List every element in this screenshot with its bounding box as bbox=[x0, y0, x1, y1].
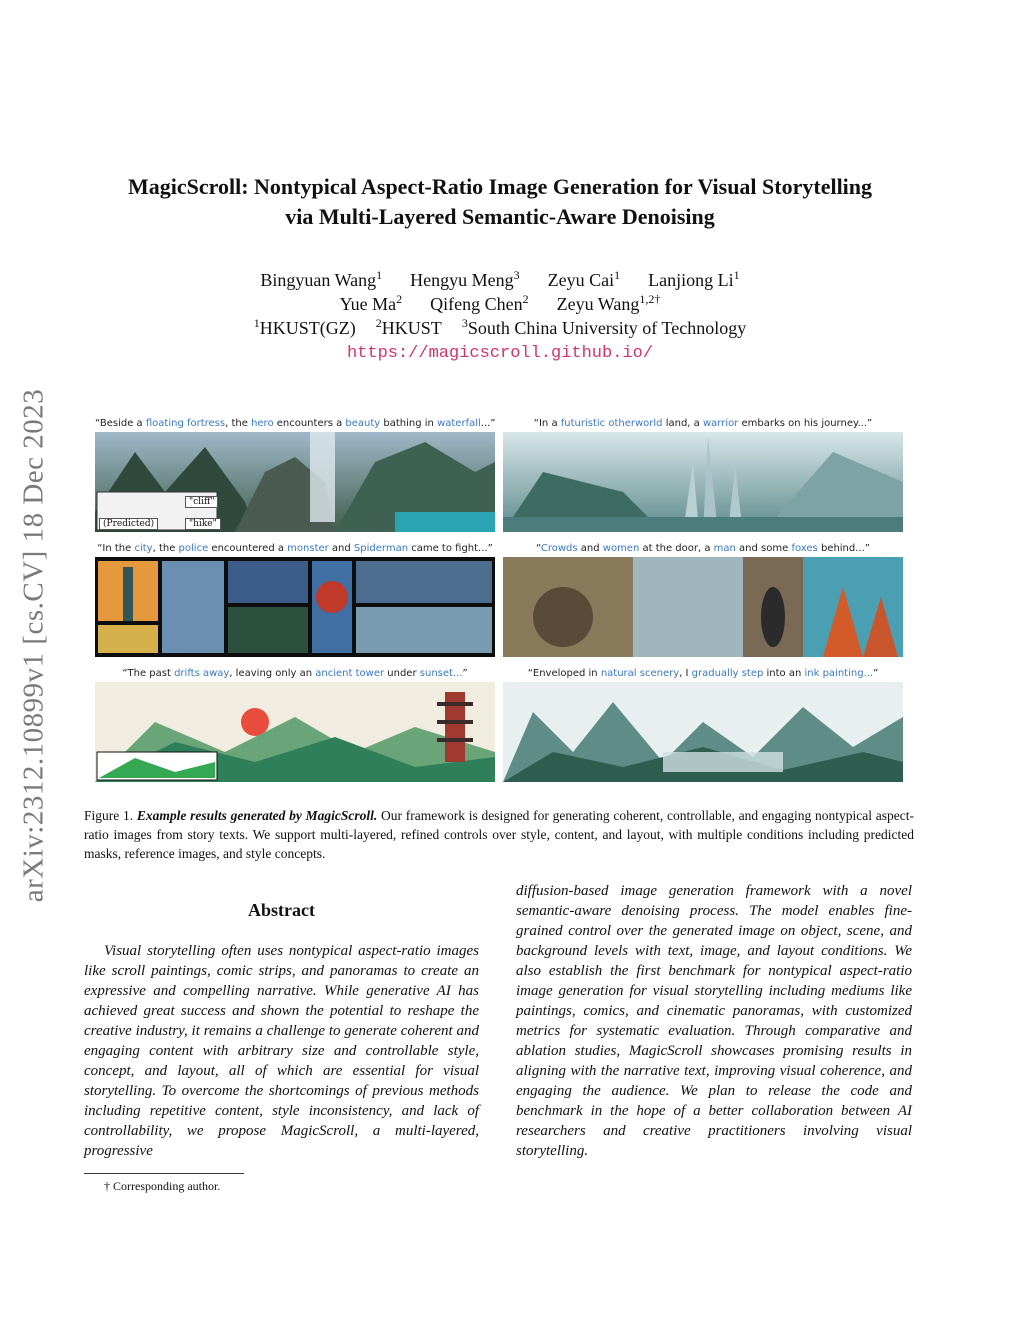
caption-keyword: natural scenery bbox=[600, 668, 680, 679]
caption-text: land, a bbox=[662, 418, 703, 429]
panel-caption bbox=[95, 541, 495, 557]
mask-label-predicted: (Predicted) bbox=[99, 518, 158, 530]
caption-text: “In a bbox=[533, 418, 561, 429]
authors-row-2 bbox=[80, 292, 920, 316]
panel-caption bbox=[503, 416, 903, 432]
author-name: Qifeng Chen$^2$ bbox=[430, 292, 529, 314]
figure-panel-6 bbox=[503, 666, 903, 782]
caption-text: “Beside a bbox=[95, 418, 146, 429]
caption-text: behind...” bbox=[817, 543, 870, 554]
caption-text: came to fight...” bbox=[408, 543, 493, 554]
title-line-1: MagicScroll: Nontypical Aspect-Ratio Image Generation for Visual Storytelling bbox=[127, 174, 873, 199]
caption-keyword: monster bbox=[287, 543, 329, 554]
panel-caption bbox=[503, 541, 903, 557]
caption-text: “ bbox=[536, 543, 541, 554]
author-name: Hengyu Meng$^3$ bbox=[410, 268, 520, 290]
caption-keyword: gradually step bbox=[691, 668, 764, 679]
arxiv-id-text: arXiv:2312.10899v1 [cs.CV] 18 Dec 2023 bbox=[17, 388, 50, 902]
panel-caption bbox=[95, 416, 495, 432]
caption-keyword: ink painting... bbox=[804, 668, 874, 679]
caption-keyword: warrior bbox=[702, 418, 739, 429]
panel-caption bbox=[95, 666, 495, 682]
caption-keyword: city bbox=[134, 543, 153, 554]
caption-keyword: ancient tower bbox=[315, 668, 385, 679]
caption-keyword: women bbox=[602, 543, 640, 554]
caption-text: bathing in bbox=[380, 418, 438, 429]
caption-keyword: drifts away bbox=[174, 668, 230, 679]
caption-keyword: futuristic otherworld bbox=[560, 418, 663, 429]
footnote-rule bbox=[84, 1173, 244, 1174]
figure-panel-5 bbox=[95, 666, 495, 782]
caption-keyword: floating fortress bbox=[145, 418, 226, 429]
panel-image-ancient-tower bbox=[95, 682, 495, 782]
figure-panel-4 bbox=[503, 541, 903, 657]
caption-text: , I bbox=[679, 668, 692, 679]
panel-image-futuristic-land bbox=[503, 432, 903, 532]
caption-text: , the bbox=[225, 418, 252, 429]
abstract-text-left: Visual storytelling often uses nontypical aspect-ratio images like scroll paintings, comic strips, and panoramas to create an expressive and compelling narrative. While generative AI has achieved great success and shown the potential to reshape the creative industry, it remains a challenge to generate coherent and engaging content with arbitrary size and controllable style, concept, and layout, all of which are essential for visual storytelling. To overcome the shortcomings of previous methods including repetitive content, style inconsistency, and lack of controllability, we propose MagicScroll, a multi-layered, progressive bbox=[84, 943, 479, 1159]
caption-text: and some bbox=[735, 543, 792, 554]
author-name: Zeyu Cai$^1$ bbox=[547, 268, 621, 290]
caption-keyword: Crowds bbox=[540, 543, 578, 554]
figure-panel-3 bbox=[95, 541, 495, 657]
affiliation: $^3$South China University of Technology bbox=[461, 316, 747, 338]
caption-keyword: police bbox=[178, 543, 209, 554]
caption-text: under bbox=[384, 668, 420, 679]
figure-panel-2 bbox=[503, 416, 903, 532]
figure-label: Figure 1. bbox=[84, 808, 134, 823]
figure-caption-lead: Example results generated by MagicScroll. bbox=[136, 808, 378, 823]
author-name: Yue Ma$^2$ bbox=[339, 292, 403, 314]
caption-text: , leaving only an bbox=[229, 668, 316, 679]
caption-text: encounters a bbox=[273, 418, 346, 429]
panel-image-comic-strip bbox=[95, 557, 495, 657]
panel-caption bbox=[503, 666, 903, 682]
figure-caption bbox=[84, 806, 914, 863]
caption-text: and bbox=[328, 543, 354, 554]
project-url-link[interactable]: https://magicscroll.github.io/ bbox=[346, 344, 654, 363]
caption-keyword: sunset... bbox=[419, 668, 463, 679]
panel-image-fortress-waterfall bbox=[95, 432, 495, 532]
abstract-right-column bbox=[516, 881, 912, 1161]
paper-title bbox=[80, 172, 920, 232]
caption-text: “The past bbox=[122, 668, 175, 679]
caption-text: at the door, a bbox=[639, 543, 714, 554]
arxiv-stamp bbox=[14, 345, 54, 945]
author-name: Bingyuan Wang$^1$ bbox=[260, 268, 383, 290]
panel-image-ink-painting bbox=[503, 682, 903, 782]
title-line-2: via Multi-Layered Semantic-Aware Denoising bbox=[285, 204, 715, 229]
caption-text: “In the bbox=[97, 543, 135, 554]
figure-caption-body: Our framework is designed for generating coherent, controllable, and engaging nontypical aspect-ratio images from story texts. We support multi-layered, refined controls over style, content, and layout, with multiple conditions including predicted masks, reference images, and style concepts. bbox=[84, 808, 915, 861]
author-block bbox=[80, 268, 920, 366]
author-name: Zeyu Wang$^{1,2\dagger}$ bbox=[556, 292, 661, 314]
footnote: † Corresponding author. bbox=[104, 1179, 221, 1193]
affiliation: $^1$HKUST(GZ) bbox=[253, 316, 356, 338]
abstract-heading: Abstract bbox=[248, 900, 315, 920]
abstract-left-column bbox=[84, 941, 479, 1161]
caption-keyword: hero bbox=[251, 418, 274, 429]
author-name: Lanjiong Li$^1$ bbox=[648, 268, 740, 290]
caption-text: and bbox=[577, 543, 603, 554]
caption-text: ” bbox=[873, 668, 879, 679]
authors-row-1 bbox=[80, 268, 920, 292]
affiliation: $^2$HKUST bbox=[375, 316, 442, 338]
caption-text: “Enveloped in bbox=[527, 668, 601, 679]
panel-image-crowd-foxes bbox=[503, 557, 903, 657]
caption-text: into an bbox=[763, 668, 805, 679]
caption-text: embarks on his journey...” bbox=[738, 418, 873, 429]
caption-keyword: foxes bbox=[791, 543, 818, 554]
caption-keyword: man bbox=[713, 543, 736, 554]
caption-keyword: waterfall bbox=[437, 418, 481, 429]
abstract-text-right: diffusion-based image generation framework with a novel semantic-aware denoising process. The model enables fine-grained control over the generated image on object, scene, and background levels with text, image, and layout conditions. We also establish the first benchmark for nontypical aspect-ratio image generation for visual storytelling including mediums like paintings, comics, and cinematic panoramas, with customized metrics for systematic evaluation. Through comparative and ablation studies, MagicScroll showcases promising results in aligning with the narrative text, improving visual coherence, and engaging the audience. We plan to release the code and benchmark in the hope of a better collaboration between AI researchers and creative practitioners involving visual storytelling. bbox=[516, 883, 912, 1159]
caption-text: ...” bbox=[480, 418, 495, 429]
mask-label-cliff: "cliff" bbox=[185, 496, 218, 508]
caption-text: , the bbox=[152, 543, 179, 554]
caption-text: encountered a bbox=[208, 543, 288, 554]
caption-keyword: Spiderman bbox=[353, 543, 409, 554]
affiliations-row bbox=[80, 316, 920, 340]
mask-label-hike: "hike" bbox=[185, 518, 221, 530]
caption-text: ” bbox=[462, 668, 468, 679]
figure-panel-1 bbox=[95, 416, 495, 532]
caption-keyword: beauty bbox=[345, 418, 381, 429]
